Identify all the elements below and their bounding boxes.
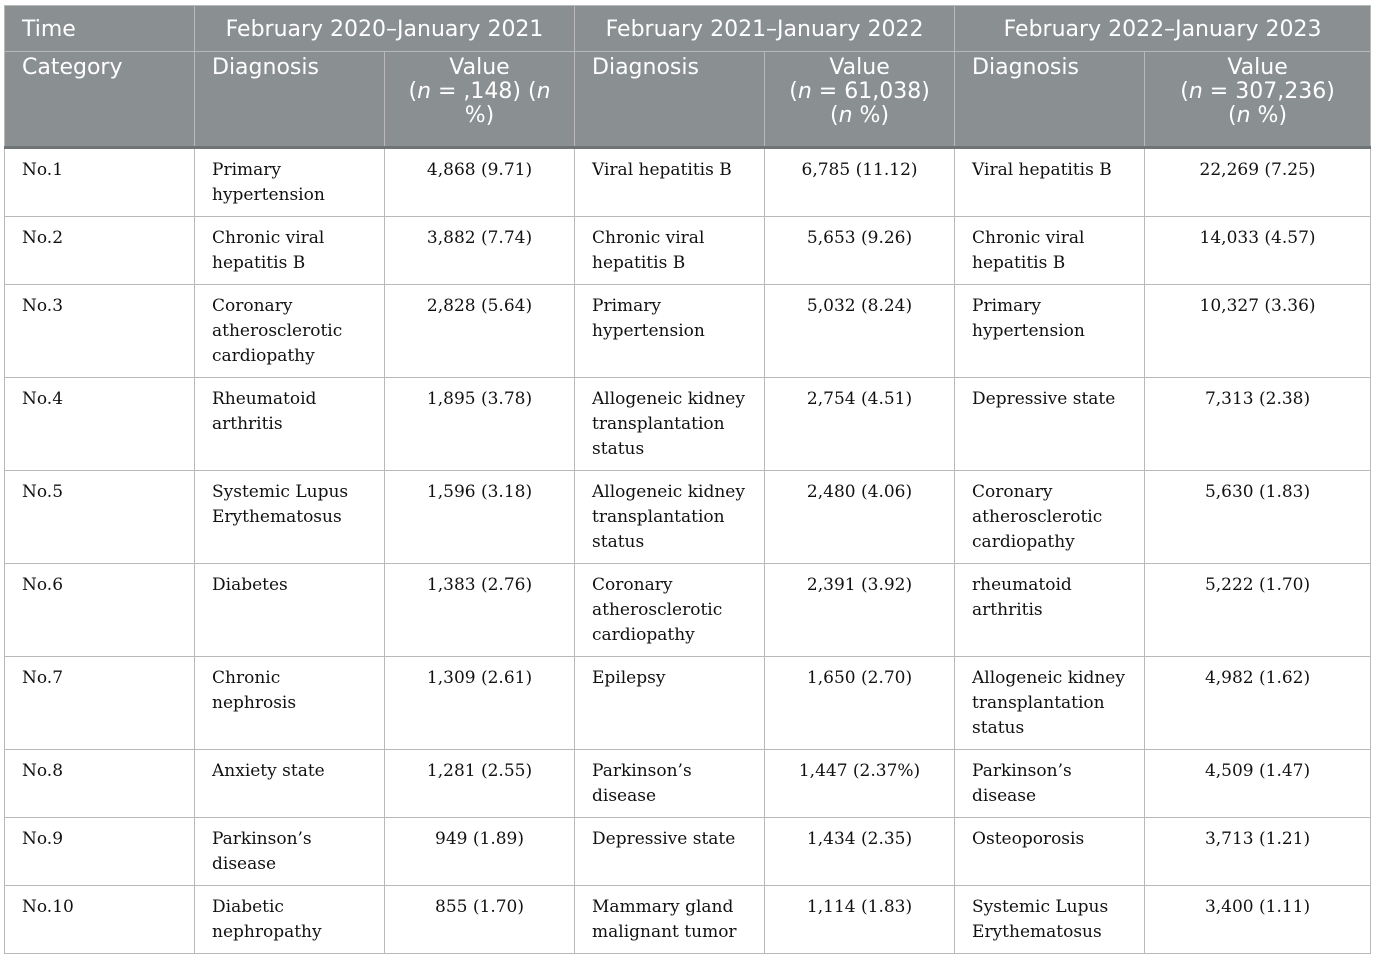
period-header-1: February 2020–January 2021: [195, 6, 575, 52]
diagnosis-cell: Epilepsy: [575, 657, 765, 750]
table-header: [5, 6, 1371, 148]
diagnosis-cell: Allogeneic kidney transplantation status: [575, 471, 765, 564]
table-row: [5, 818, 1371, 886]
diagnosis-cell: Primary hypertension: [195, 148, 385, 217]
value-cell: 1,281 (2.55): [385, 750, 575, 818]
diagnosis-cell: Systemic Lupus Erythematosus: [955, 886, 1145, 954]
value-cell: 7,313 (2.38): [1145, 378, 1371, 471]
value-cell: 22,269 (7.25): [1145, 148, 1371, 217]
diagnosis-cell: Coronary atherosclerotic cardiopathy: [575, 564, 765, 657]
diagnosis-header-3: Diagnosis: [955, 52, 1145, 148]
value-label-3: Value: [1227, 55, 1288, 80]
diagnosis-cell: Chronic viral hepatitis B: [955, 217, 1145, 285]
value-cell: 1,383 (2.76): [385, 564, 575, 657]
header-row-time: [5, 6, 1371, 52]
value-cell: 3,400 (1.11): [1145, 886, 1371, 954]
diagnosis-cell: Chronic viral hepatitis B: [195, 217, 385, 285]
diagnosis-cell: Allogeneic kidney transplantation status: [955, 657, 1145, 750]
diagnosis-cell: Allogeneic kidney transplantation status: [575, 378, 765, 471]
table-row: [5, 750, 1371, 818]
table-body: [5, 148, 1371, 954]
value-sub-3: (n = 307,236) (n %): [1180, 79, 1335, 128]
value-header-2: [765, 52, 955, 148]
value-cell: 1,434 (2.35): [765, 818, 955, 886]
table-row: [5, 378, 1371, 471]
value-cell: 1,114 (1.83): [765, 886, 955, 954]
diagnosis-cell: Coronary atherosclerotic cardiopathy: [195, 285, 385, 378]
diagnosis-cell: Depressive state: [575, 818, 765, 886]
rank-cell: No.10: [5, 886, 195, 954]
value-header-1: [385, 52, 575, 148]
value-sub-2: (n = 61,038) (n %): [789, 79, 930, 128]
value-cell: 5,653 (9.26): [765, 217, 955, 285]
diagnosis-cell: Anxiety state: [195, 750, 385, 818]
value-cell: 14,033 (4.57): [1145, 217, 1371, 285]
value-cell: 2,391 (3.92): [765, 564, 955, 657]
diagnosis-cell: Primary hypertension: [955, 285, 1145, 378]
diagnosis-cell: Diabetic nephropathy: [195, 886, 385, 954]
diagnosis-cell: Depressive state: [955, 378, 1145, 471]
value-label-2: Value: [829, 55, 890, 80]
diagnosis-cell: Parkinson’s disease: [955, 750, 1145, 818]
rank-cell: No.5: [5, 471, 195, 564]
value-cell: 855 (1.70): [385, 886, 575, 954]
header-row-columns: [5, 52, 1371, 148]
diagnosis-cell: rheumatoid arthritis: [955, 564, 1145, 657]
value-cell: 4,982 (1.62): [1145, 657, 1371, 750]
table-row: [5, 471, 1371, 564]
table-row: [5, 217, 1371, 285]
rank-cell: No.3: [5, 285, 195, 378]
value-cell: 1,895 (3.78): [385, 378, 575, 471]
rank-cell: No.1: [5, 148, 195, 217]
period-header-3: February 2022–January 2023: [955, 6, 1371, 52]
period-header-2: February 2021–January 2022: [575, 6, 955, 52]
diagnosis-cell: Rheumatoid arthritis: [195, 378, 385, 471]
table-row: [5, 285, 1371, 378]
diagnosis-cell: Osteoporosis: [955, 818, 1145, 886]
time-header: Time: [5, 6, 195, 52]
value-cell: 1,309 (2.61): [385, 657, 575, 750]
diagnosis-header-2: Diagnosis: [575, 52, 765, 148]
table-row: [5, 564, 1371, 657]
diagnosis-cell: Diabetes: [195, 564, 385, 657]
diagnosis-cell: Chronic viral hepatitis B: [575, 217, 765, 285]
value-cell: 5,032 (8.24): [765, 285, 955, 378]
diagnosis-cell: Viral hepatitis B: [575, 148, 765, 217]
value-cell: 4,509 (1.47): [1145, 750, 1371, 818]
table-row: [5, 148, 1371, 217]
value-cell: 10,327 (3.36): [1145, 285, 1371, 378]
rank-cell: No.8: [5, 750, 195, 818]
diagnosis-cell: Coronary atherosclerotic cardiopathy: [955, 471, 1145, 564]
value-cell: 2,828 (5.64): [385, 285, 575, 378]
rank-cell: No.4: [5, 378, 195, 471]
rank-cell: No.6: [5, 564, 195, 657]
diagnosis-cell: Viral hepatitis B: [955, 148, 1145, 217]
table-row: [5, 886, 1371, 954]
rank-cell: No.2: [5, 217, 195, 285]
value-cell: 2,480 (4.06): [765, 471, 955, 564]
value-cell: 3,713 (1.21): [1145, 818, 1371, 886]
diagnosis-header-1: Diagnosis: [195, 52, 385, 148]
value-cell: 5,630 (1.83): [1145, 471, 1371, 564]
diagnosis-cell: Primary hypertension: [575, 285, 765, 378]
value-cell: 3,882 (7.74): [385, 217, 575, 285]
value-label-1: Value: [449, 55, 510, 80]
table-row: [5, 657, 1371, 750]
diagnosis-cell: Parkinson’s disease: [195, 818, 385, 886]
value-cell: 6,785 (11.12): [765, 148, 955, 217]
value-cell: 2,754 (4.51): [765, 378, 955, 471]
diagnosis-cell: Parkinson’s disease: [575, 750, 765, 818]
value-cell: 1,447 (2.37%): [765, 750, 955, 818]
value-cell: 1,596 (3.18): [385, 471, 575, 564]
value-cell: 4,868 (9.71): [385, 148, 575, 217]
diagnosis-table: [4, 5, 1371, 954]
diagnosis-cell: Chronic nephrosis: [195, 657, 385, 750]
diagnosis-cell: Systemic Lupus Erythematosus: [195, 471, 385, 564]
category-header: Category: [5, 52, 195, 148]
diagnosis-cell: Mammary gland malignant tumor: [575, 886, 765, 954]
value-sub-1: (n = ,148) (n %): [408, 79, 551, 128]
rank-cell: No.9: [5, 818, 195, 886]
value-header-3: [1145, 52, 1371, 148]
value-cell: 1,650 (2.70): [765, 657, 955, 750]
value-cell: 5,222 (1.70): [1145, 564, 1371, 657]
value-cell: 949 (1.89): [385, 818, 575, 886]
rank-cell: No.7: [5, 657, 195, 750]
